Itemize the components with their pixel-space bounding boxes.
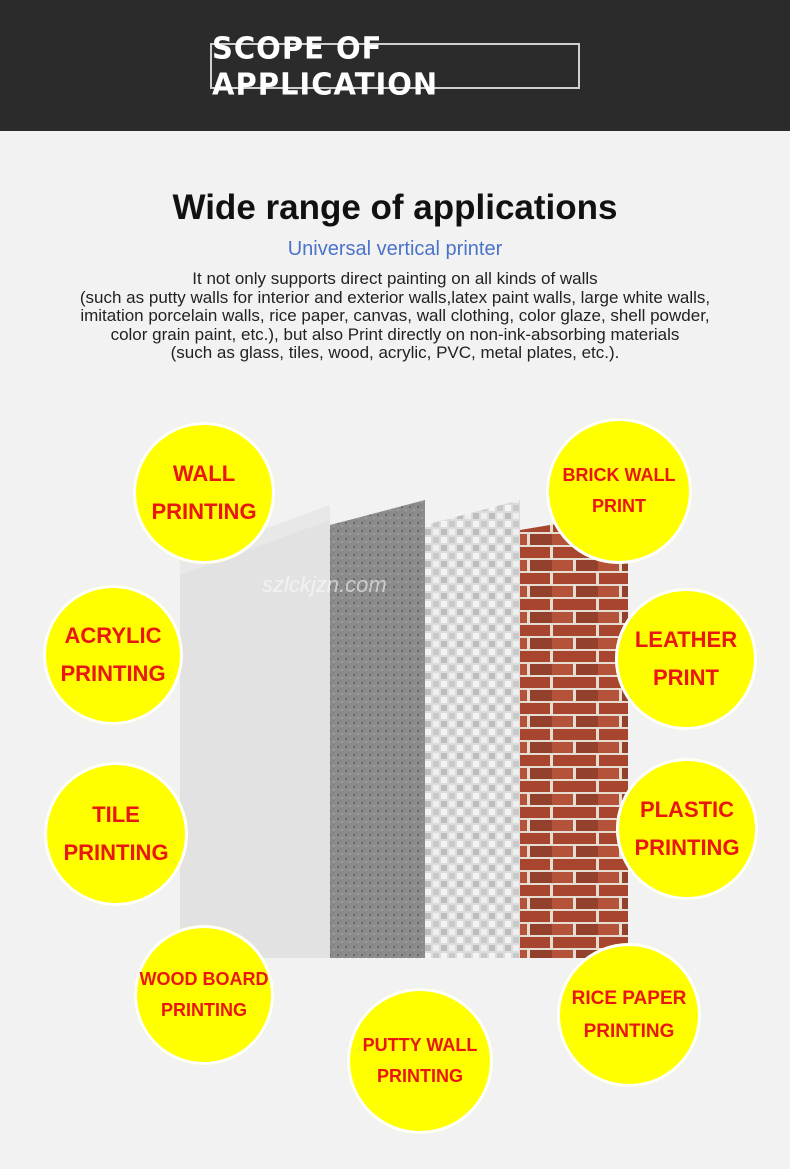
bubble-label: PUTTY WALL	[362, 1034, 478, 1055]
bubble-label: PRINT	[653, 665, 719, 690]
bubble-label: PRINTING	[151, 499, 257, 524]
description-text: It not only supports direct painting on all kinds of walls (such as putty walls for interior and exterior walls,latex paint walls, large white walls, imitation porcelain walls, rice paper, canvas, wall clothing, color glaze, shell powder, color grain paint, etc.), but also Print directly on non-ink-absorbing materials (such as glass, tiles, wood, acrylic, PVC, metal plates, etc.).	[79, 269, 711, 362]
bubble-label: PRINTING	[583, 1021, 675, 1042]
rice-paper-printing-bubble	[557, 943, 701, 1087]
bubble-label: PRINTING	[160, 1000, 247, 1020]
wood-board-printing-bubble	[134, 925, 274, 1065]
bubble-label: BRICK WALL	[562, 464, 676, 485]
bubble-label: PRINTING	[634, 835, 740, 860]
page-subtitle: Universal vertical printer	[287, 238, 503, 260]
mosaic-tile-panel	[425, 500, 520, 958]
bubble-label: WOOD BOARD	[139, 968, 269, 989]
bubble-label: PRINTING	[376, 1066, 463, 1086]
acrylic-printing-bubble	[43, 585, 183, 725]
bubble-label: PLASTIC	[639, 796, 735, 822]
bubble-label: WALL	[172, 460, 236, 486]
page-heading: Wide range of applications	[172, 188, 618, 227]
bubble-label: ACRYLIC	[64, 622, 162, 648]
watermark-text: szlckjzn.com	[262, 572, 387, 597]
tile-printing-bubble	[44, 762, 188, 906]
leather-print-bubble	[615, 588, 757, 730]
brick-wall-panel	[520, 512, 628, 958]
bubble-label: LEATHER	[634, 626, 738, 652]
brick-wall-print-bubble	[546, 418, 692, 564]
bubble-label: RICE PAPER	[571, 987, 687, 1009]
bubble-label: PRINTING	[60, 661, 166, 686]
bubble-label: TILE	[92, 801, 140, 827]
plastic-printing-bubble	[616, 758, 758, 900]
banner-title: SCOPE OF APPLICATION	[212, 30, 439, 102]
putty-wall-printing-bubble	[347, 988, 493, 1134]
concrete-wall-panel	[330, 500, 425, 958]
bubble-label: PRINT	[592, 496, 646, 516]
bubble-label: PRINTING	[63, 840, 169, 865]
wall-printing-bubble	[133, 422, 275, 564]
